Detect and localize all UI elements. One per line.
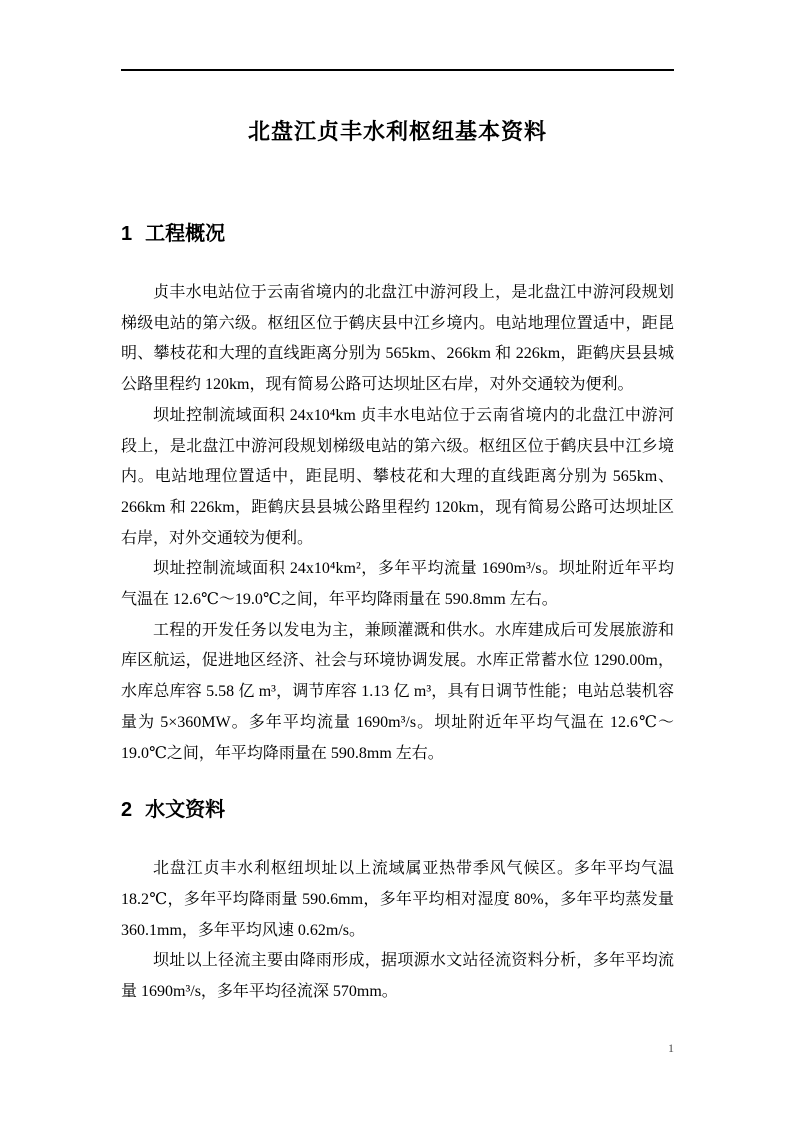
page-content <box>121 0 674 1008</box>
page-number: 1 <box>668 1041 674 1055</box>
paragraph: 工程的开发任务以发电为主，兼顾灌溉和供水。水库建成后可发展旅游和库区航运，促进地区经济、社会与环境协调发展。水库正常蓄水位 1290.00m，水库总库容 5.58 亿 m³，调节库容 1.13 亿 m³，具有日调节性能；电站总装机容量为 5×360MW。多年平均流量 1690m³/s。坝址附近年平均气温在 12.6℃～19.0℃之间，年平均降雨量在 590.8mm 左右。 <box>121 621 674 762</box>
paragraph: 坝址以上径流主要由降雨形成，据项源水文站径流资料分析，多年平均流量 1690m³/s，多年平均径流深 570mm。 <box>121 952 674 1001</box>
document-title: 北盘江贞丰水利枢纽基本资料 <box>247 119 547 144</box>
paragraph: 北盘江贞丰水利枢纽坝址以上流域属亚热带季风气候区。多年平均气温 18.2℃，多年平均降雨量 590.6mm，多年平均相对湿度 80%，多年平均蒸发量 360.1mm，多年平均风速 0.62m/s。 <box>121 860 674 939</box>
section-heading-text: 水文资料 <box>145 799 226 822</box>
paragraph: 贞丰水电站位于云南省境内的北盘江中游河段上，是北盘江中游河段规划梯级电站的第六级。枢纽区位于鹤庆县中江乡境内。电站地理位置适中，距昆明、攀枝花和大理的直线距离分别为 565km、266km 和 226km，距鹤庆县县城公路里程约 120km，现有简易公路可达坝址区右岸，对外交通较为便利。 <box>121 284 674 394</box>
section-heading-1 <box>121 220 674 248</box>
section-number: 1 <box>121 223 133 245</box>
paragraph: 坝址控制流域面积 24x10⁴km 贞丰水电站位于云南省境内的北盘江中游河段上，是北盘江中游河段规划梯级电站的第六级。枢纽区位于鹤庆县中江乡境内。电站地理位置适中，距昆明、攀枝花和大理的直线距离分别为 565km、266km 和 226km，距鹤庆县县城公路里程约 120km，现有简易公路可达坝址区右岸，对外交通较为便利。 <box>121 406 674 547</box>
paragraph: 坝址控制流域面积 24x10⁴km²，多年平均流量 1690m³/s。坝址附近年平均气温在 12.6℃～19.0℃之间，年平均降雨量在 590.8mm 左右。 <box>121 560 674 609</box>
section-heading-text: 工程概况 <box>145 223 226 245</box>
header-rule <box>121 0 674 71</box>
section-number: 2 <box>121 799 133 822</box>
section-heading-2 <box>121 796 674 824</box>
